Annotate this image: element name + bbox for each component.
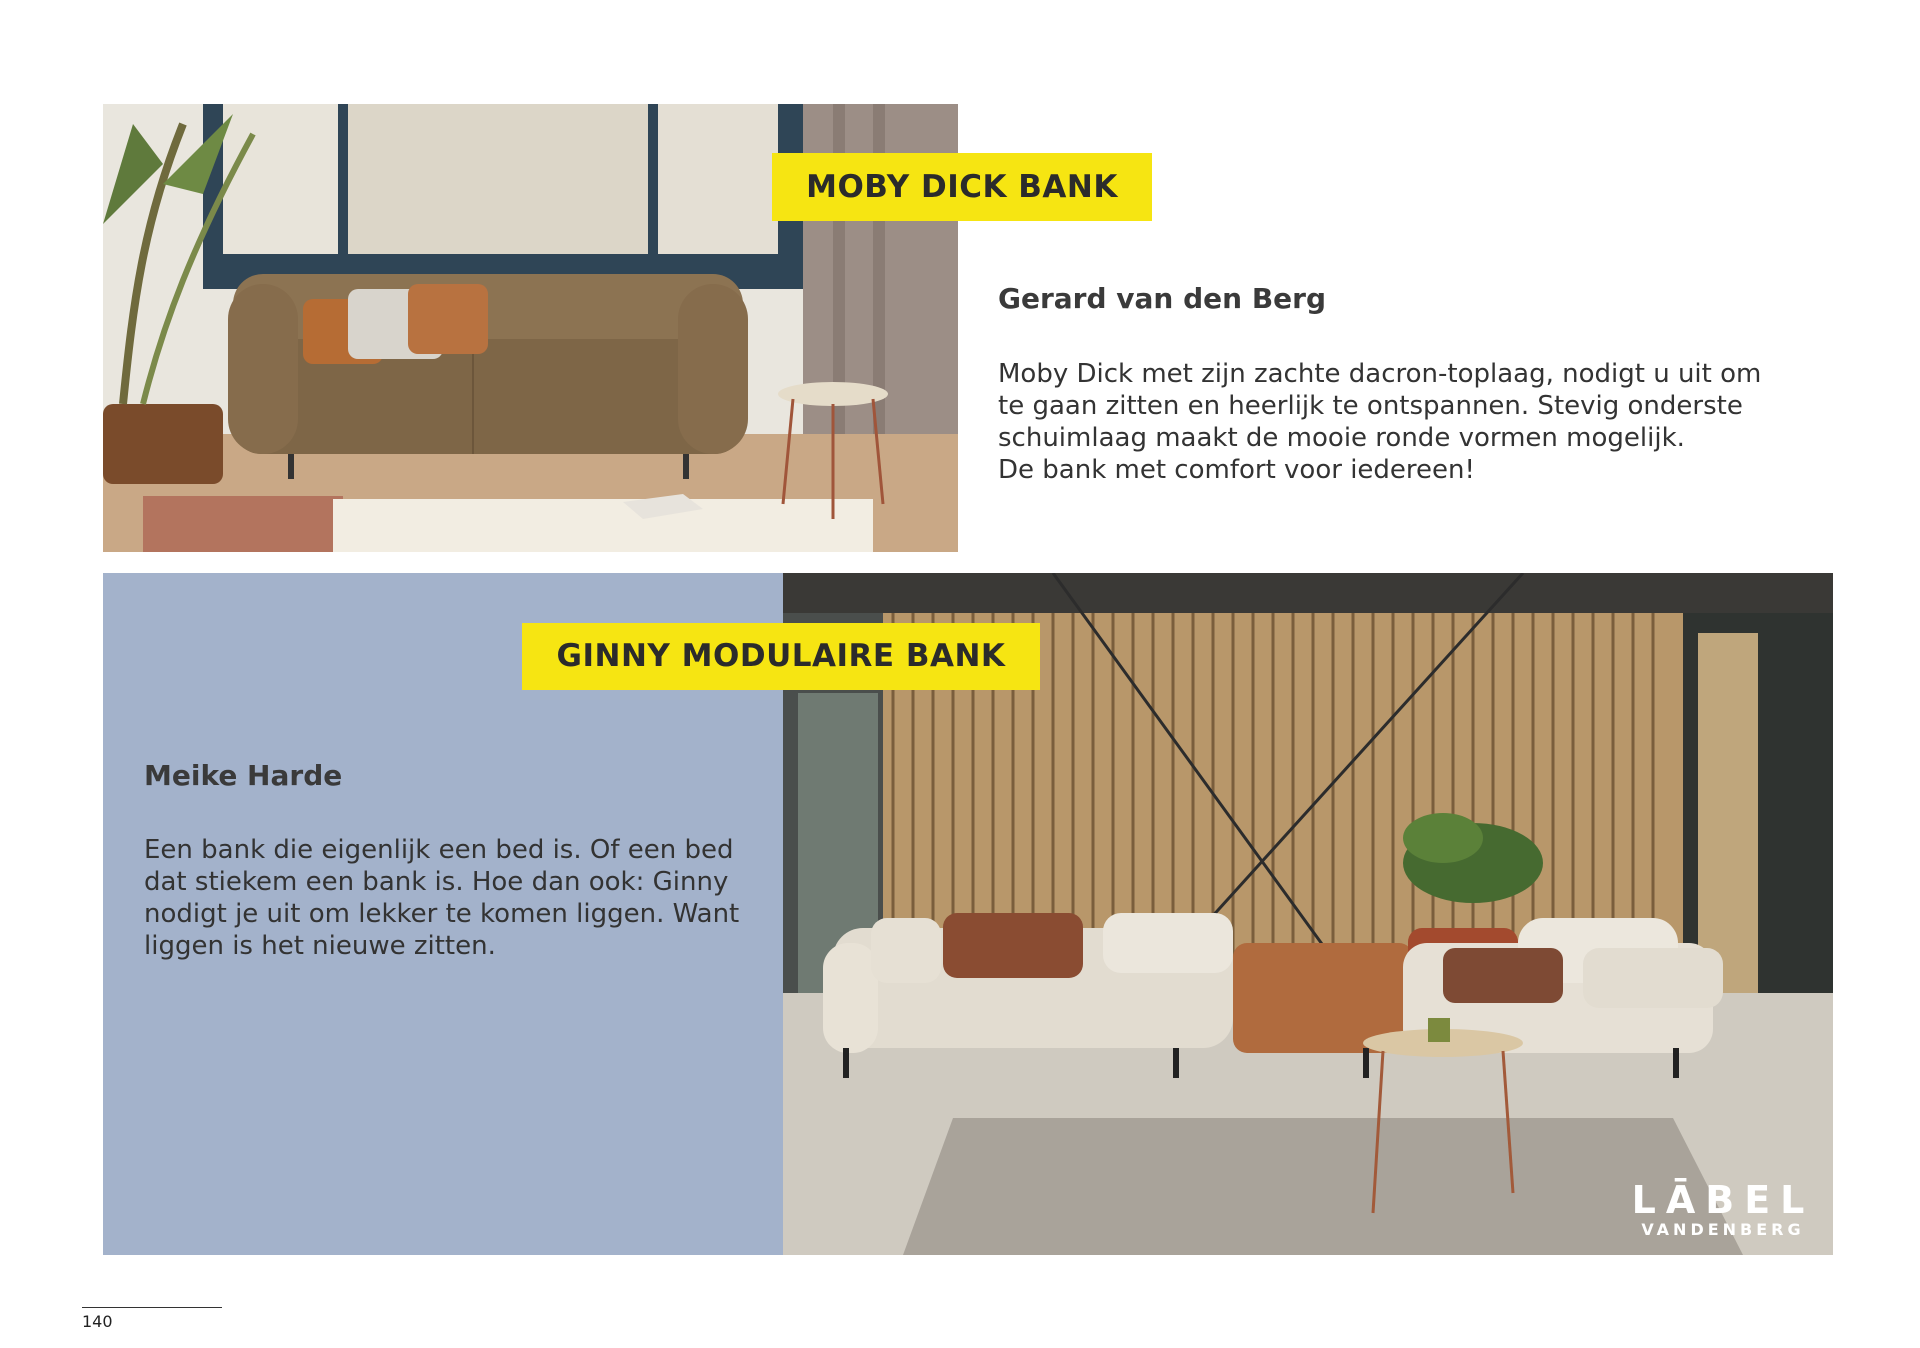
label-vandenberg-logo <box>1618 1180 1828 1240</box>
ginny-description: Een bank die eigenlijk een bed is. Of een bed dat stiekem een bank is. Hoe dan ook: Ginny nodigt je uit om lekker te komen liggen. Want liggen is het nieuwe zitten. <box>144 835 740 961</box>
moby-dick-designer: Gerard van den Berg <box>998 282 1327 315</box>
ginny-title-tag: GINNY MODULAIRE BANK <box>522 623 1040 690</box>
footer-divider <box>82 1307 222 1308</box>
ginny-designer: Meike Harde <box>144 759 343 792</box>
moby-dick-title-tag: MOBY DICK BANK <box>772 153 1152 221</box>
logo-line-2: VANDENBERG <box>1641 1220 1805 1239</box>
page-number: 140 <box>82 1312 113 1331</box>
moby-dick-description: Moby Dick met zijn zachte dacron-toplaag, nodigt u uit om te gaan zitten en heerlijk te ontspannen. Stevig onderste schuimlaag maakt de mooie ronde vormen mogelijk. De bank met comfort voor iedereen! <box>998 359 1762 485</box>
logo-line-1: LĀBEL <box>1631 1178 1815 1222</box>
